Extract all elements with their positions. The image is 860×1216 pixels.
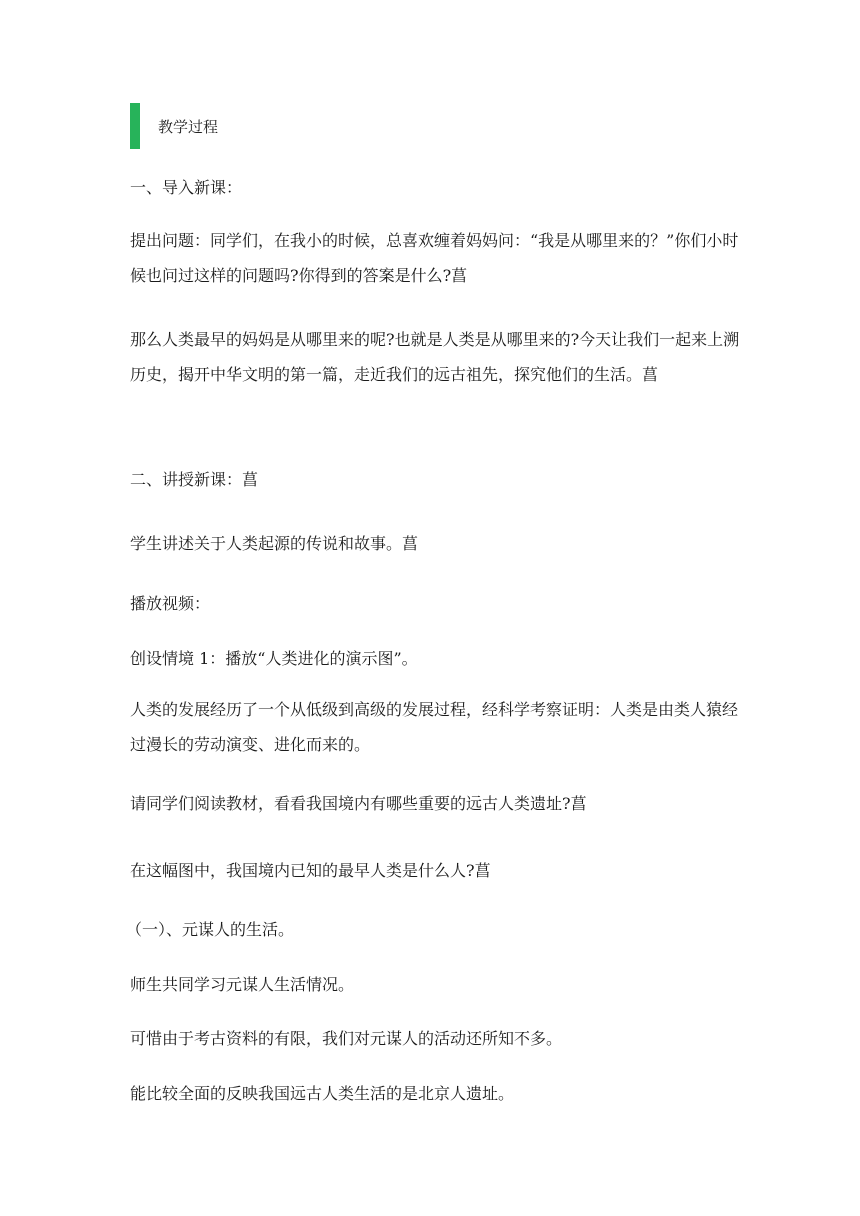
paragraph-earliest: 在这幅图中，我国境内已知的最早人类是什么人?菖 <box>130 861 491 880</box>
paragraph-question: 提出问题：同学们，在我小的时候，总喜欢缠着妈妈问：“我是从哪里来的？”你们小时候也问过这样的问题吗?你得到的答案是什么?菖 <box>130 231 739 285</box>
paragraph-video: 播放视频： <box>130 594 211 613</box>
paragraph-scenario: 创设情境 1：播放“人类进化的演示图”。 <box>130 649 418 668</box>
paragraph-evolution: 人类的发展经历了一个从低级到高级的发展过程，经科学考察证明：人类是由类人猿经过漫长的劳动演变、进化而来的。 <box>130 700 739 754</box>
heading-yuanmou: （一）、元谋人的生活。 <box>126 920 295 939</box>
heading-intro: 一、导入新课： <box>130 178 243 197</box>
paragraph-sites: 请同学们阅读教材，看看我国境内有哪些重要的远古人类遗址?菖 <box>130 794 587 813</box>
heading-new-lesson: 二、讲授新课：菖 <box>130 470 259 489</box>
paragraph-legends: 学生讲述关于人类起源的传说和故事。菖 <box>130 534 419 553</box>
section-accent-bar <box>130 103 140 149</box>
paragraph-study: 师生共同学习元谋人生活情况。 <box>130 975 355 994</box>
section-title: 教学过程 <box>158 117 219 136</box>
paragraph-limited: 可惜由于考古资料的有限，我们对元谋人的活动还所知不多。 <box>130 1029 563 1048</box>
section-header <box>130 103 218 149</box>
paragraph-origin: 那么人类最早的妈妈是从哪里来的呢?也就是人类是从哪里来的?今天让我们一起来上溯历史，揭开中华文明的第一篇，走近我们的远古祖先，探究他们的生活。菖 <box>130 330 740 384</box>
paragraph-peking: 能比较全面的反映我国远古人类生活的是北京人遗址。 <box>130 1084 515 1103</box>
